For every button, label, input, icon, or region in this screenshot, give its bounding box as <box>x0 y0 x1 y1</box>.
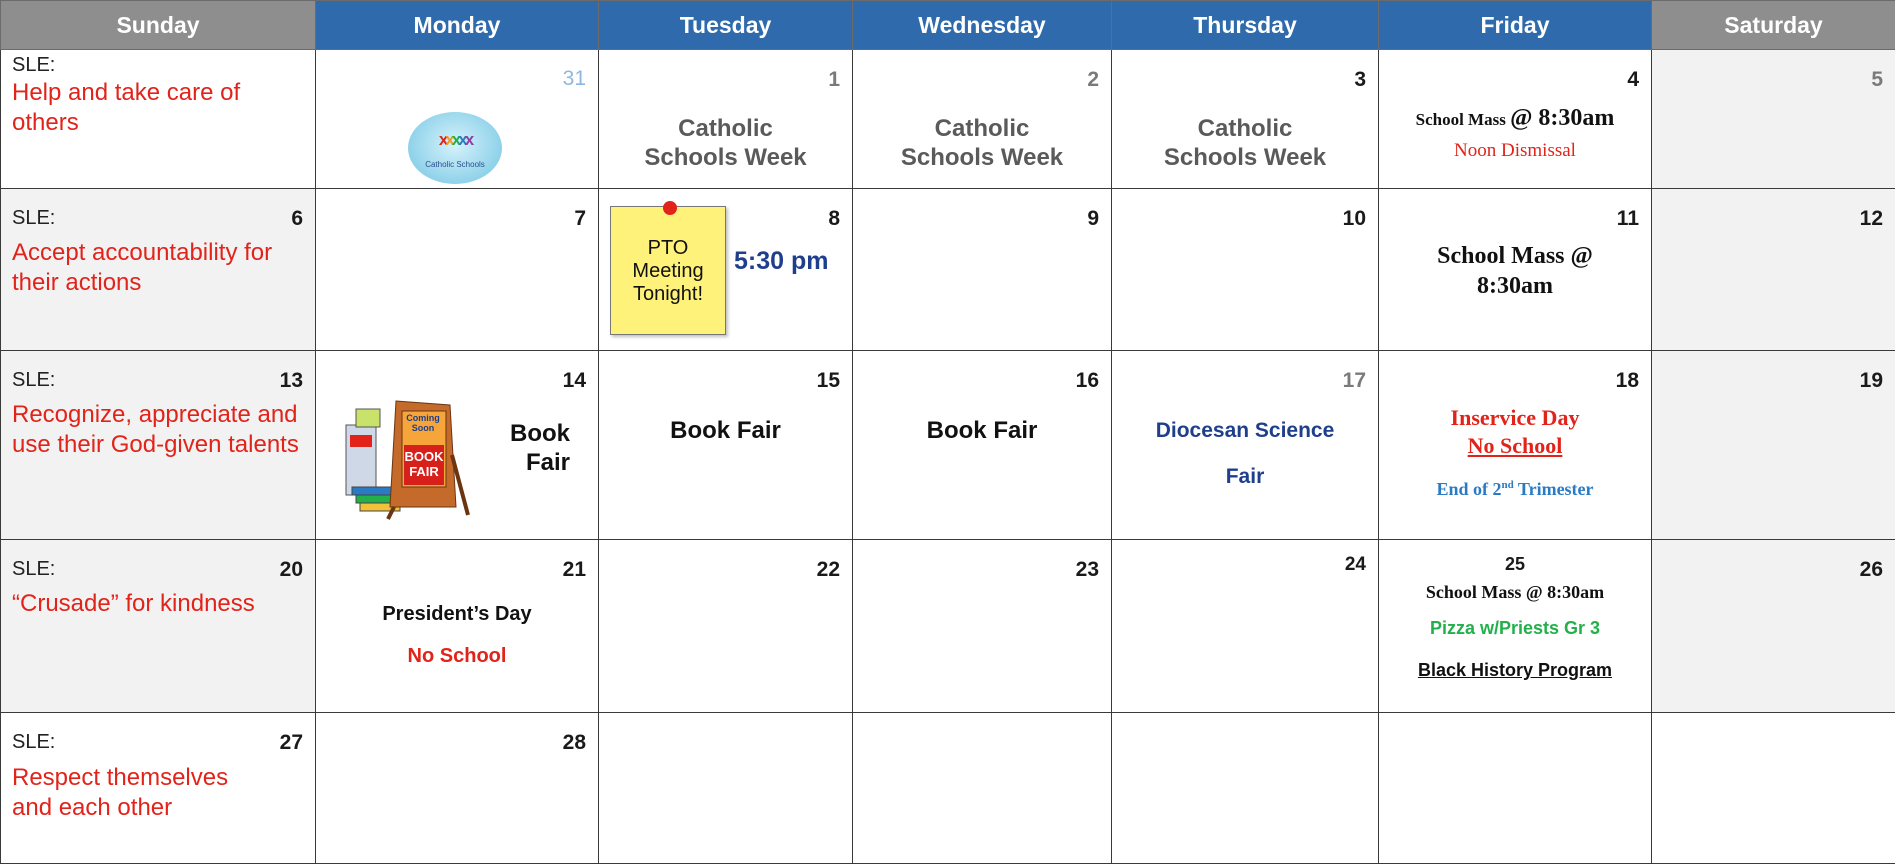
day-number: 26 <box>1859 558 1883 581</box>
event-pizza: Pizza w/Priests Gr 3 <box>1429 618 1601 638</box>
day-header-monday: Monday <box>316 1 599 50</box>
day-header-tuesday: Tuesday <box>599 1 853 50</box>
sle-value: Accept accountability for their actions <box>12 239 273 296</box>
day-number: 10 <box>1342 207 1366 230</box>
week-row-3 <box>1 351 1895 540</box>
week-row-4 <box>1 540 1895 713</box>
day-cell-23 <box>853 540 1112 713</box>
day-cell-2 <box>853 50 1112 189</box>
catholic-schools-logo-icon: xxxxx Catholic Schools <box>408 112 502 184</box>
day-cell-13 <box>1 351 316 540</box>
day-cell-14 <box>316 351 599 540</box>
sle-value: Respect themselves and each other <box>12 764 229 821</box>
day-number: 2 <box>1087 68 1099 91</box>
sticky-note-with-pin-icon <box>610 206 726 335</box>
logo-text: Catholic Schools <box>425 160 485 169</box>
day-number: 6 <box>291 207 303 230</box>
event-text: Catholic Schools Week <box>1163 115 1327 171</box>
day-cell-18 <box>1379 351 1652 540</box>
sle-value: “Crusade” for kindness <box>12 590 255 617</box>
day-cell-28 <box>316 713 599 864</box>
day-cell-4 <box>1379 50 1652 189</box>
day-cell-10 <box>1112 189 1379 351</box>
sle-label: SLE: <box>12 54 56 76</box>
day-cell-sun-w1 <box>1 50 316 189</box>
day-cell-8 <box>599 189 853 351</box>
day-number: 24 <box>1344 554 1366 575</box>
day-cell-25 <box>1379 540 1652 713</box>
day-cell-27 <box>1 713 316 864</box>
sle-value: Help and take care of others <box>12 79 241 136</box>
event-text: Book Fair <box>510 420 570 476</box>
day-number: 22 <box>816 558 840 581</box>
day-cell-17 <box>1112 351 1379 540</box>
day-number: 19 <box>1859 369 1883 392</box>
event-noon-dismissal: Noon Dismissal <box>1454 140 1576 161</box>
sle-label: SLE: <box>12 207 56 229</box>
day-number: 17 <box>1342 369 1366 392</box>
day-number: 5 <box>1871 68 1883 91</box>
event-no-school: No School <box>1467 433 1563 458</box>
event-mass: School Mass @ 8:30am <box>1437 243 1593 299</box>
day-number: 23 <box>1075 558 1099 581</box>
day-number: 14 <box>562 369 586 392</box>
event-text: Book Fair <box>926 417 1038 444</box>
event-time: 5:30 pm <box>734 247 829 275</box>
day-number: 18 <box>1615 369 1639 392</box>
week-row-2 <box>1 189 1895 351</box>
day-header-thursday: Thursday <box>1112 1 1379 50</box>
day-cell-26 <box>1652 540 1895 713</box>
day-cell-empty <box>1379 713 1652 864</box>
day-header-friday: Friday <box>1379 1 1652 50</box>
event-text: Catholic Schools Week <box>900 115 1064 171</box>
event-presidents-day: President’s Day <box>382 603 532 625</box>
day-number: 11 <box>1616 207 1639 230</box>
day-number: 12 <box>1859 207 1883 230</box>
day-header-saturday: Saturday <box>1652 1 1895 50</box>
book-sign-top: Coming Soon <box>406 413 440 433</box>
event-no-school: No School <box>407 645 507 667</box>
day-number: 31 <box>562 67 586 90</box>
day-cell-24 <box>1112 540 1379 713</box>
day-number: 25 <box>1504 554 1526 574</box>
day-cell-20 <box>1 540 316 713</box>
day-cell-3 <box>1112 50 1379 189</box>
day-number: 1 <box>828 68 840 91</box>
event-text: Fair <box>1225 465 1265 488</box>
day-cell-empty <box>599 713 853 864</box>
day-cell-7 <box>316 189 599 351</box>
day-cell-empty <box>853 713 1112 864</box>
day-number: 27 <box>279 731 303 754</box>
day-cell-empty <box>1112 713 1379 864</box>
day-number: 4 <box>1627 68 1639 91</box>
day-header-wednesday: Wednesday <box>853 1 1112 50</box>
day-cell-9 <box>853 189 1112 351</box>
day-cell-21 <box>316 540 599 713</box>
sle-label: SLE: <box>12 558 56 580</box>
event-text: Diocesan Science <box>1155 419 1335 442</box>
day-number: 21 <box>562 558 586 581</box>
event-text: Book Fair <box>670 417 781 444</box>
sle-value: Recognize, appreciate and use their God-given talents <box>12 401 299 458</box>
day-number: 13 <box>279 369 303 392</box>
day-cell-16 <box>853 351 1112 540</box>
day-cell-31 <box>316 50 599 189</box>
day-cell-empty <box>1652 713 1895 864</box>
pin-icon <box>663 201 677 215</box>
book-sign-text: BOOK FAIR <box>404 449 444 479</box>
book-fair-sign-icon <box>336 395 474 523</box>
event-mass: School Mass @ 8:30am <box>1425 582 1605 602</box>
day-cell-5 <box>1652 50 1895 189</box>
day-number: 8 <box>828 207 840 230</box>
note-text: PTO Meeting Tonight! <box>632 237 704 305</box>
event-mass: School Mass @ 8:30am <box>1415 105 1615 131</box>
event-black-history: Black History Program <box>1417 660 1613 680</box>
week-row-5 <box>1 713 1895 864</box>
day-header-sunday: Sunday <box>1 1 316 50</box>
day-cell-19 <box>1652 351 1895 540</box>
day-cell-12 <box>1652 189 1895 351</box>
day-header-row <box>1 1 1895 50</box>
day-cell-11 <box>1379 189 1652 351</box>
day-number: 7 <box>574 207 586 230</box>
day-number: 9 <box>1087 207 1099 230</box>
day-number: 20 <box>279 558 303 581</box>
day-number: 16 <box>1075 369 1099 392</box>
day-number: 3 <box>1354 68 1366 91</box>
day-cell-22 <box>599 540 853 713</box>
day-cell-1 <box>599 50 853 189</box>
day-cell-6 <box>1 189 316 351</box>
week-row-1 <box>1 50 1895 189</box>
sle-label: SLE: <box>12 369 56 391</box>
event-inservice: Inservice Day <box>1450 405 1580 430</box>
day-number: 15 <box>816 369 840 392</box>
sle-label: SLE: <box>12 731 56 753</box>
day-number: 28 <box>562 731 586 754</box>
day-cell-15 <box>599 351 853 540</box>
event-text: Catholic Schools Week <box>644 115 807 171</box>
event-end-trimester: End of 2nd Trimester <box>1436 479 1594 499</box>
